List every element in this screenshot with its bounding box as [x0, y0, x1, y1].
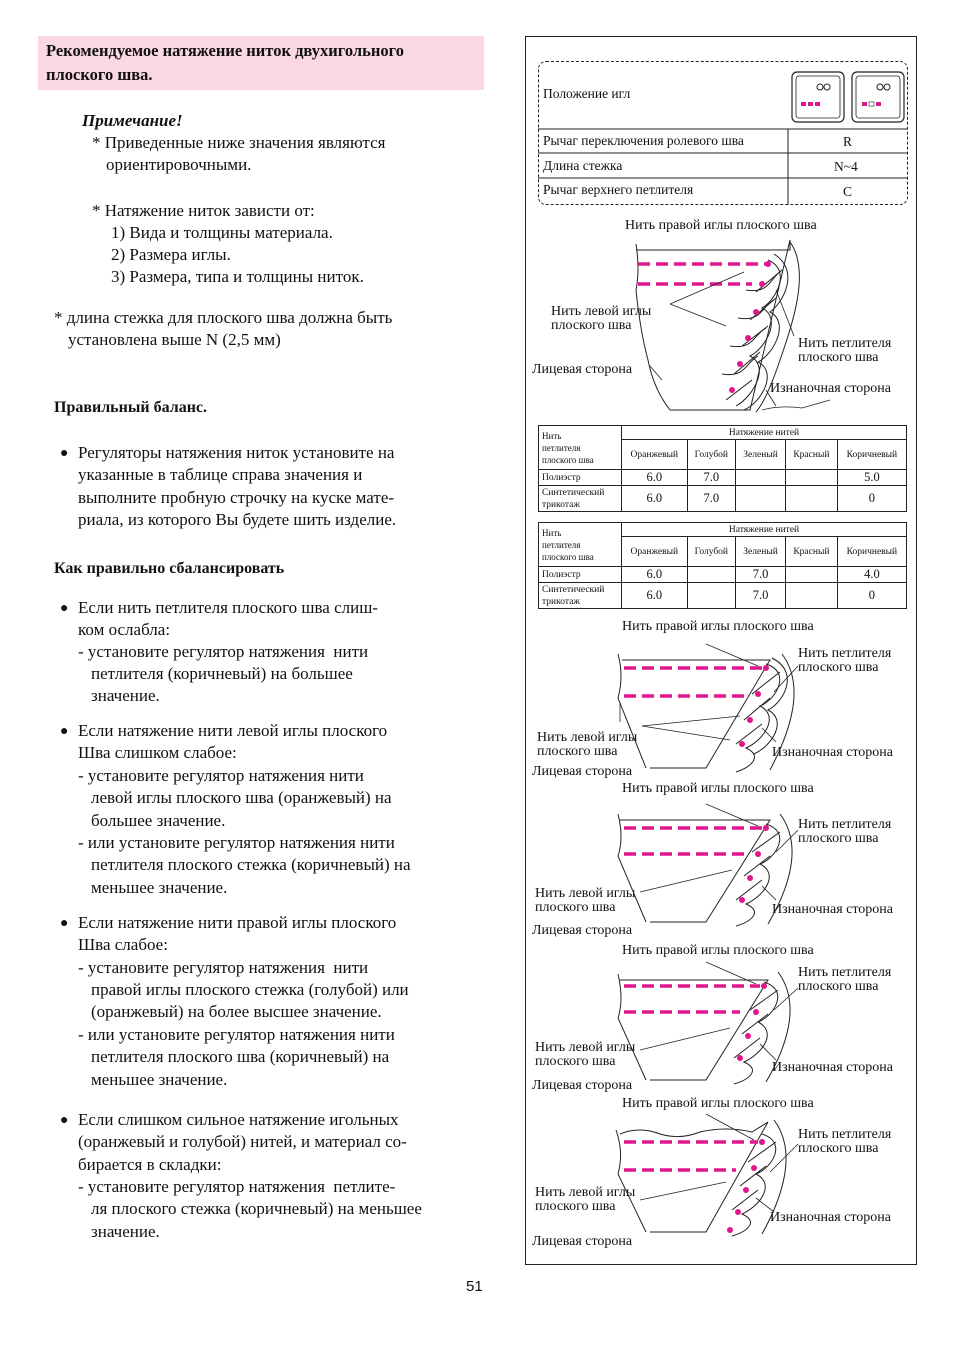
column-header: Красный [785, 537, 837, 567]
bullet-icon: ● [60, 916, 69, 931]
needle-icon-left [792, 72, 844, 122]
note-line: * Приведенные ниже значения являются [92, 133, 386, 152]
label-face: Лицевая сторона [532, 362, 633, 377]
label-looper: плоского шва [798, 1141, 879, 1156]
table-cell: 6.0 [622, 470, 688, 486]
row-name-line: трикотаж [542, 499, 580, 510]
howto-line: большее значение. [91, 811, 226, 830]
table-cell: 7.0 [687, 470, 736, 486]
label-left-needle: Нить левой иглы [535, 1040, 636, 1055]
column-header: Голубой [687, 537, 736, 567]
howto-line: - установите регулятор натяжения нити [78, 766, 364, 785]
label-looper: плоского шва [798, 831, 879, 846]
row-name [539, 583, 622, 609]
table-header-first [539, 523, 622, 567]
tension-line: 1) Вида и толщины материала. [111, 223, 333, 242]
table-cell [785, 470, 837, 486]
settings-label-roll: Рычаг переключения ролевого шва [543, 133, 744, 148]
settings-value-looper: C [843, 184, 853, 199]
page-number: 51 [466, 1278, 483, 1295]
label-face: Лицевая сторона [532, 1234, 633, 1249]
label-right-needle: Нить правой иглы плоского шва [622, 619, 814, 634]
section-title [38, 36, 484, 90]
stitch-note-line: установлена выше N (2,5 мм) [68, 330, 281, 349]
table-cell: 7.0 [736, 583, 786, 609]
howto-line: - или установите регулятор натяжения нити [78, 1025, 395, 1044]
note-line: ориентировочными. [106, 155, 252, 174]
howto-line: ком ослабла: [78, 620, 171, 639]
table-group-header: Натяжение нитей [622, 523, 907, 537]
howto-line: Если натяжение нити правой иглы плоского [78, 913, 397, 932]
row-name: Полиэстр [539, 567, 622, 583]
label-looper: Нить петлителя [798, 965, 892, 980]
howto-line: меньшее значение. [91, 1070, 228, 1089]
howto-line: петлителя плоского шва (коричневый) на [91, 1047, 390, 1066]
howto-line: ля плоского стежка (коричневый) на меньшее [91, 1199, 422, 1218]
note-heading: Примечание! [82, 111, 183, 130]
label-back: Изнаночная сторона [772, 902, 894, 917]
balance-line: указанные в таблице справа значения и [78, 465, 363, 484]
column-header: Оранжевый [622, 537, 688, 567]
needle-position-icons [790, 70, 910, 125]
settings-value-length: N~4 [834, 159, 858, 174]
label-looper: плоского шва [798, 979, 879, 994]
tension-table-1 [538, 425, 907, 512]
howto-line: петлителя (коричневый) на большее [91, 664, 353, 683]
label-right-needle: Нить правой иглы плоского шва [622, 781, 814, 796]
column-header: Оранжевый [622, 440, 688, 470]
column-header: Красный [785, 440, 837, 470]
how-to-heading: Как правильно сбалансировать [54, 560, 285, 577]
table-cell [687, 567, 736, 583]
howto-line: левой иглы плоского шва (оранжевый) на [91, 788, 392, 807]
howto-line: Если нить петлителя плоского шва слиш- [78, 598, 378, 617]
balance-line: выполните пробную строчку на куске мате- [78, 488, 395, 507]
label-left-needle: плоского шва [535, 900, 616, 915]
label-left-needle: Нить левой иглы [537, 730, 638, 745]
table-cell [785, 567, 837, 583]
label-right-needle: Нить правой иглы плоского шва [625, 218, 817, 233]
table-cell: 6.0 [622, 583, 688, 609]
column-header: Коричневый [837, 537, 906, 567]
stitch-diagram-2 [530, 636, 910, 776]
howto-line: правой иглы плоского стежка (голубой) или [91, 980, 409, 999]
howto-line: петлителя плоского стежка (коричневый) на [91, 855, 411, 874]
label-left-needle: Нить левой иглы [535, 1185, 636, 1200]
label-face: Лицевая сторона [532, 923, 633, 938]
table-cell: 6.0 [622, 486, 688, 512]
title-line-1: Рекомендуемое натяжение ниток двухигольного [46, 41, 404, 60]
table-cell [785, 583, 837, 609]
bullet-icon: ● [60, 601, 69, 616]
label-right-needle: Нить правой иглы плоского шва [622, 943, 814, 958]
table-cell: 0 [837, 486, 906, 512]
howto-line: - или установите регулятор натяжения нити [78, 833, 395, 852]
column-header: Зеленый [736, 440, 786, 470]
howto-line: - установите регулятор натяжения нити [78, 642, 369, 661]
howto-line: бирается в складки: [78, 1155, 222, 1174]
header-first-line: петлителя [542, 539, 581, 550]
howto-line: Если слишком сильное натяжение игольных [78, 1110, 399, 1129]
label-left-needle: плоского шва [535, 1199, 616, 1214]
stitch-diagram-5 [530, 1112, 910, 1237]
header-first-line: Нить [542, 430, 562, 441]
howto-line: - установите регулятор натяжения нити [78, 958, 369, 977]
label-left-needle: плоского шва [535, 1054, 616, 1069]
label-face: Лицевая сторона [532, 764, 633, 779]
row-name: Полиэстр [539, 470, 622, 486]
settings-label-needles: Положение игл [543, 86, 631, 101]
howto-line: меньшее значение. [91, 878, 228, 897]
label-back: Изнаночная сторона [772, 745, 894, 760]
howto-line: (оранжевый) на более высшее значение. [91, 1002, 382, 1021]
table-header-first [539, 426, 622, 470]
balance-line: Регуляторы натяжения ниток установите на [78, 443, 395, 462]
label-looper: Нить петлителя [798, 646, 892, 661]
title-line-2: плоского шва. [46, 65, 153, 84]
howto-line: Если натяжение нити левой иглы плоского [78, 721, 388, 740]
header-first-line: Нить [542, 527, 562, 538]
header-first-line: петлителя [542, 442, 581, 453]
balance-line: риала, из которого Вы будете шить изделие. [78, 510, 397, 529]
table-cell: 0 [837, 583, 906, 609]
bullet-icon: ● [60, 1113, 69, 1128]
label-looper: Нить петлителя [798, 336, 892, 351]
label-back: Изнаночная сторона [772, 1060, 894, 1075]
row-name-line: трикотаж [542, 596, 580, 607]
table-cell [736, 470, 786, 486]
label-left-needle: плоского шва [551, 318, 632, 333]
table-group-header: Натяжение нитей [622, 426, 907, 440]
label-right-needle: Нить правой иглы плоского шва [622, 1096, 814, 1111]
tension-line: 2) Размера иглы. [111, 245, 231, 264]
label-looper: Нить петлителя [798, 817, 892, 832]
column-header: Голубой [687, 440, 736, 470]
stitch-note-line: * длина стежка для плоского шва должна быть [54, 308, 393, 327]
column-header: Зеленый [736, 537, 786, 567]
label-left-needle: Нить левой иглы [535, 886, 636, 901]
bullet-icon: ● [60, 446, 69, 461]
label-face: Лицевая сторона [532, 1078, 633, 1093]
balance-heading: Правильный баланс. [54, 399, 208, 416]
settings-label-looper: Рычаг верхнего петлителя [543, 182, 694, 197]
tension-table-2 [538, 522, 907, 609]
row-name-line: Синтетический [542, 487, 605, 498]
table-cell: 5.0 [837, 470, 906, 486]
howto-line: значение. [91, 1222, 160, 1241]
stitch-diagram-4 [530, 960, 910, 1085]
column-header: Коричневый [837, 440, 906, 470]
label-looper: Нить петлителя [798, 1127, 892, 1142]
label-looper: плоского шва [798, 350, 879, 365]
table-cell [736, 486, 786, 512]
label-left-needle: Нить левой иглы [551, 304, 652, 319]
table-cell: 7.0 [687, 486, 736, 512]
header-first-line: плоского шва [542, 454, 594, 465]
row-name [539, 486, 622, 512]
label-looper: плоского шва [798, 660, 879, 675]
label-back: Изнаночная сторона [770, 1210, 892, 1225]
howto-line: (оранжевый и голубой) нитей, и материал со- [78, 1132, 407, 1151]
howto-line: Шва слабое: [78, 935, 168, 954]
settings-value-roll: R [843, 134, 853, 149]
settings-label-length: Длина стежка [543, 158, 623, 173]
howto-line: Шва слишком слабое: [78, 743, 237, 762]
tension-line: 3) Размера, типа и толщины ниток. [111, 267, 364, 286]
label-back: Изнаночная сторона [770, 381, 892, 396]
label-left-needle: плоского шва [537, 744, 618, 759]
bullet-icon: ● [60, 724, 69, 739]
table-cell: 4.0 [837, 567, 906, 583]
row-name-line: Синтетический [542, 584, 605, 595]
tension-line: * Натяжение ниток зависти от: [92, 201, 315, 220]
howto-line: значение. [91, 686, 160, 705]
table-cell [785, 486, 837, 512]
howto-line: - установите регулятор натяжения петлите- [78, 1177, 396, 1196]
stitch-diagram-1 [530, 230, 910, 420]
stitch-diagram-3 [530, 800, 910, 930]
table-cell: 7.0 [736, 567, 786, 583]
needle-icon-right [852, 72, 904, 122]
table-cell [687, 583, 736, 609]
header-first-line: плоского шва [542, 551, 594, 562]
table-cell: 6.0 [622, 567, 688, 583]
